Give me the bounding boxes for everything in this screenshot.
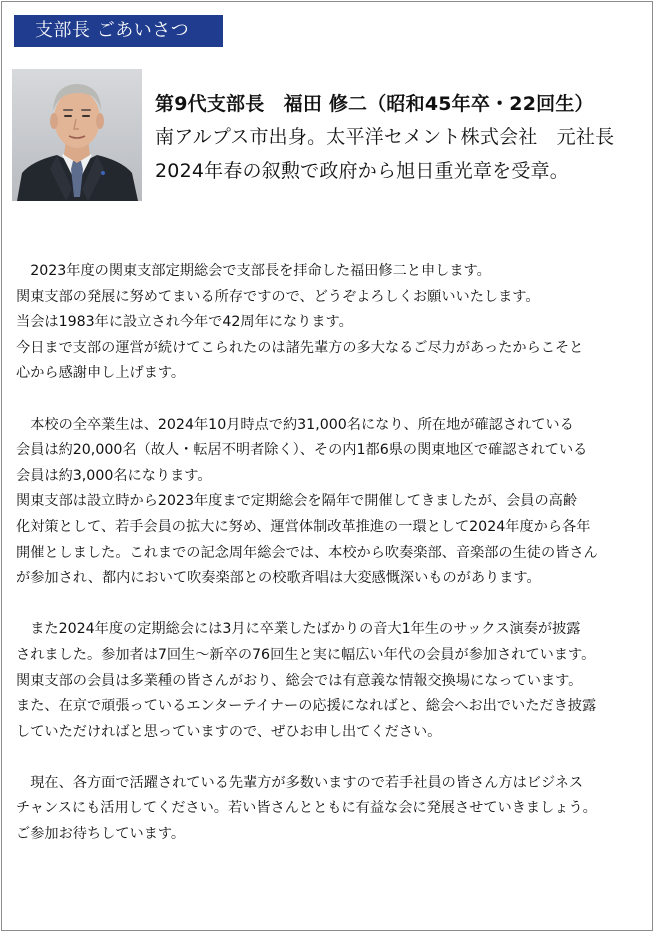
paragraph-line: していただければと思っていますので、ぜひお申し出てください。 — [16, 723, 442, 740]
paragraph-line: また、在京で頑張っているエンターテイナーの応援になればと、総会へお出でいただき披露 — [16, 698, 597, 715]
paragraph-line: 心から感謝申し上げます。 — [16, 365, 186, 382]
paragraph-line: 2023年度の関東支部定期総会で支部長を拝命した福田修二と申します。 — [16, 263, 491, 279]
paragraph-3 — [16, 617, 650, 745]
profile-origin: 南アルプス市出身。太平洋セメント株式会社 元社長 — [155, 126, 615, 148]
profile-award: 2024年春の叙勲で政府から旭日重光章を受章。 — [155, 160, 569, 182]
paragraph-line: 関東支部の会員は多業種の皆さんがおり、総会では有意義な情報交換場になっています。 — [16, 672, 583, 689]
profile-name: 第9代支部長 福田 修二（昭和45年卒・22回生） — [155, 93, 594, 115]
paragraph-line: が参加され、都内において吹奏楽部との校歌斉唱は大変感慨深いものがあります。 — [16, 570, 541, 587]
paragraph-line: 化対策として、若手会員の拡大に努め、運営体制改革推進の一環として2024年度から各年 — [16, 518, 591, 535]
paragraph-line: 関東支部の発展に努めてまいる所存ですので、どうぞよろしくお願いいたします。 — [16, 288, 540, 305]
profile-block — [155, 88, 650, 188]
paragraph-line: ご参加お待ちしています。 — [16, 826, 186, 843]
paragraph-line: 会員は約20,000名（故人・転居不明者除く）、その内1都6県の関東地区で確認されている — [16, 442, 588, 459]
paragraph-line: 本校の全卒業生は、2024年10月時点で約31,000名になり、所在地が確認されている — [16, 416, 574, 433]
section-title: 支部長 ごあいさつ — [14, 15, 223, 47]
paragraph-line: 当会は1983年に設立され今年で42周年になります。 — [16, 314, 353, 331]
paragraph-line: 会員は約3,000名になります。 — [16, 467, 212, 484]
page-frame — [1, 1, 653, 931]
paragraph-2 — [16, 413, 650, 592]
portrait-illustration — [12, 69, 142, 201]
paragraph-line: チャンスにも活用してください。若い皆さんとともに有益な会に発展させていきましょう。 — [16, 800, 597, 817]
paragraph-4 — [16, 771, 650, 848]
paragraph-line: 現在、各方面で活躍されている先輩方が多数いますので若手社員の皆さん方はビジネス — [16, 774, 584, 791]
paragraph-line: されました。参加者は7回生～新卒の76回生と実に幅広い年代の会員が参加されています。 — [16, 646, 596, 663]
paragraph-line: また2024年度の定期総会には3月に卒業したばかりの音大1年生のサックス演奏が披露 — [16, 621, 581, 638]
paragraph-1 — [16, 259, 650, 387]
greeting-body — [16, 259, 650, 873]
paragraph-line: 今日まで支部の運営が続けてこられたのは諸先輩方の多大なるご尽力があったからこそと — [16, 339, 584, 356]
portrait-photo — [12, 69, 142, 201]
paragraph-line: 開催としました。これまでの記念周年総会では、本校から吹奏楽部、音楽部の生徒の皆さん — [16, 544, 598, 561]
paragraph-line: 関東支部は設立時から2023年度まで定期総会を隔年で開催してきましたが、会員の高齢 — [16, 493, 578, 510]
